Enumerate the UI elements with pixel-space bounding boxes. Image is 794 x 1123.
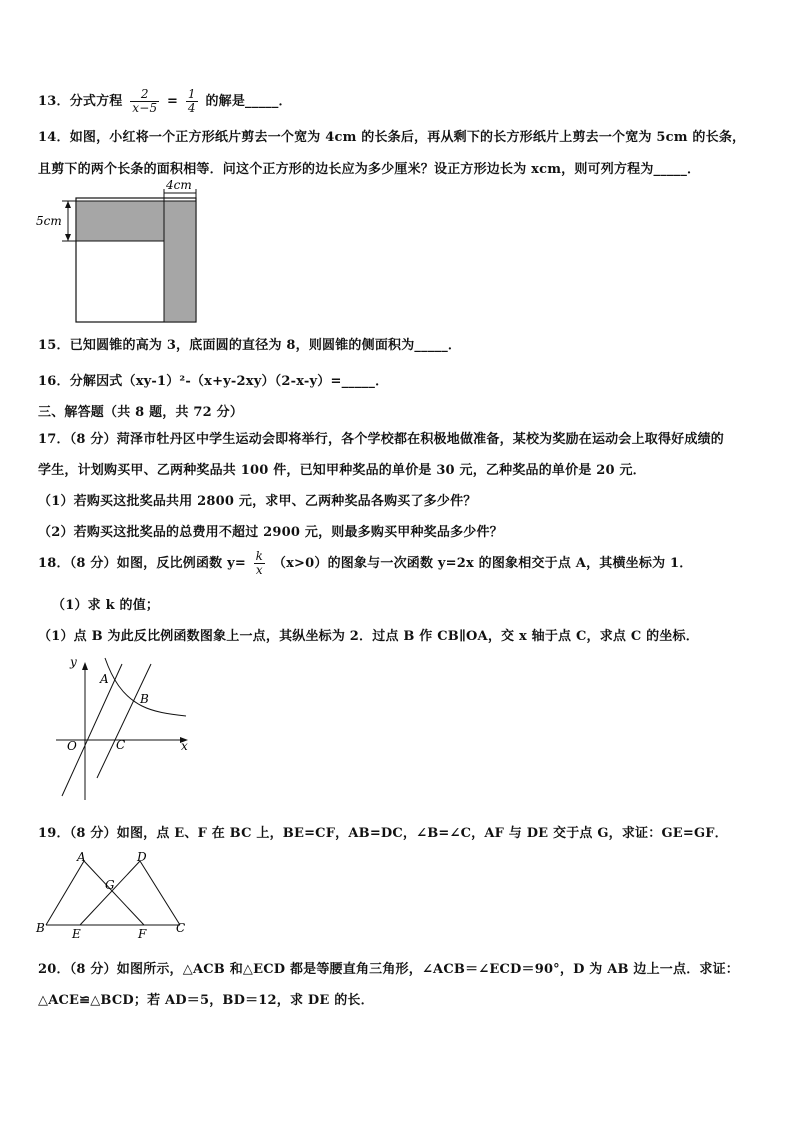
q18-prefix: 18．（8 分）如图，反比例函数 y= [38, 556, 246, 571]
q14-figure [30, 175, 210, 327]
label-x: x [181, 739, 188, 753]
q18-sub-2: （1）点 B 为此反比例函数图象上一点，其纵坐标为 2．过点 B 作 CB∥OA，交 x 轴于点 C，求点 C 的坐标． [38, 629, 699, 644]
question-15: 15．已知圆锥的高为 3，底面圆的直径为 8，则圆锥的侧面积为_____． [38, 338, 462, 353]
label-O: O [67, 739, 77, 753]
line-y-2x [62, 664, 122, 796]
q17-line-2: 学生，计划购买甲、乙两种奖品共 100 件，已知甲种奖品的单价是 30 元，乙种奖品的单价是 20 元． [38, 463, 646, 478]
label-D: D [137, 850, 147, 864]
reciprocal-curve [105, 658, 186, 716]
question-19: 19．（8 分）如图，点 E、F 在 BC 上，BE=CF，AB=DC，∠B=∠C，AF 与 DE 交于点 G，求证：GE=GF． [38, 826, 728, 841]
y-axis-arrow [82, 662, 88, 670]
q18-sub-1: （1）求 k 的值； [52, 598, 160, 613]
q14-line-1: 14．如图，小红将一个正方形纸片剪去一个宽为 4cm 的长条后，再从剩下的长方形纸片上剪去一个宽为 5cm 的长条， [38, 130, 746, 145]
shaded-strip-right [164, 201, 196, 322]
q13-numerator: 2 [140, 87, 149, 101]
segment-de [80, 861, 140, 925]
label-y: y [70, 655, 77, 669]
label-4cm: 4cm [166, 178, 192, 192]
q17-sub-1: （1）若购买这批奖品共用 2800 元，求甲、乙两种奖品各购买了多少件？ [38, 494, 477, 509]
segment-ab [46, 861, 84, 925]
q13-equals: = [167, 94, 179, 109]
q20-line-1: 20．（8 分）如图所示，△ACB 和△ECD 都是等腰直角三角形，∠ACB＝∠ECD＝90°，D 为 AB 边上一点．求证： [38, 962, 740, 977]
label-C: C [116, 738, 126, 752]
q18-denominator: x [255, 563, 263, 577]
q17-line-1: 17．（8 分）菏泽市牡丹区中学生运动会即将举行，各个学校都在积极地做准备，某校为奖励在运动会上取得好成绩的 [38, 432, 724, 447]
question-18 [38, 550, 692, 577]
label-5cm: 5cm [36, 214, 62, 228]
q18-fraction [254, 550, 265, 577]
label-A: A [77, 850, 86, 864]
label-B: B [36, 921, 45, 935]
label-C: C [176, 921, 186, 935]
left-dim-arrow-up [65, 201, 71, 208]
shaded-strip-top [76, 201, 164, 241]
q13-denominator: x−5 [132, 101, 158, 115]
q18-numerator: k [255, 549, 264, 563]
label-A: A [100, 672, 109, 686]
segment-dc [140, 861, 180, 925]
question-13 [38, 88, 292, 115]
q13-rhs-denominator: 4 [187, 101, 196, 115]
label-B: B [140, 692, 149, 706]
q13-prefix: 13．分式方程 [38, 94, 123, 109]
q13-fraction-left [130, 88, 159, 115]
q20-line-2: △ACE≌△BCD；若 AD＝5，BD＝12，求 DE 的长． [38, 993, 374, 1008]
q17-sub-2: （2）若购买这批奖品的总费用不超过 2900 元，则最多购买甲种奖品多少件？ [38, 525, 503, 540]
q13-suffix: 的解是_____． [205, 94, 292, 109]
label-G: G [105, 878, 115, 892]
q18-figure [50, 650, 200, 805]
q13-fraction-right [186, 88, 198, 115]
q13-rhs-numerator: 1 [187, 87, 196, 101]
segment-af [84, 861, 144, 925]
q14-line-2: 且剪下的两个长条的面积相等．问这个正方形的边长应为多少厘米？设正方形边长为 xcm，则可列方程为_____． [38, 162, 701, 177]
q18-suffix: （x>0）的图象与一次函数 y=2x 的图象相交于点 A，其横坐标为 1． [272, 556, 693, 571]
label-E: E [72, 927, 81, 939]
section-heading: 三、解答题（共 8 题，共 72 分） [38, 405, 244, 420]
question-16: 16．分解因式（xy-1）²-（x+y-2xy）（2-x-y）=_____． [38, 374, 389, 389]
left-dim-arrow-down [65, 234, 71, 241]
label-F: F [138, 927, 147, 939]
q19-figure [34, 847, 194, 939]
